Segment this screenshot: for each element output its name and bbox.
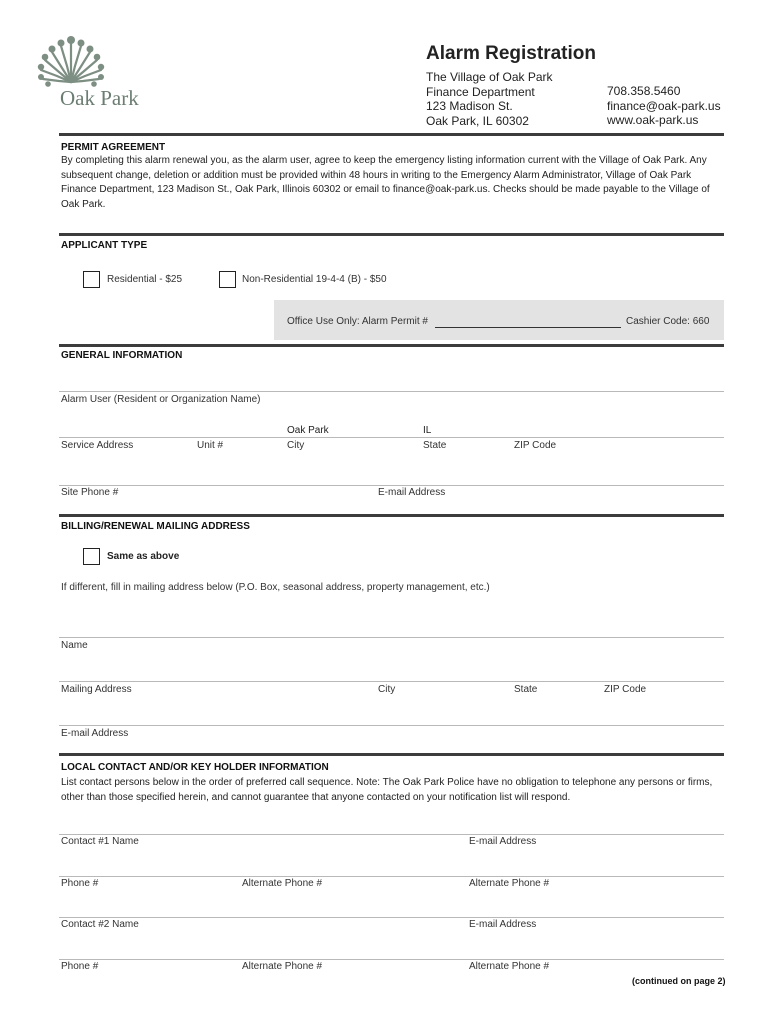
state-label: State: [423, 440, 447, 451]
contact2-phone-field[interactable]: [59, 959, 724, 960]
contact1-alt-phone2-label: Alternate Phone #: [469, 878, 550, 889]
village-contact: 708.358.5460 finance@oak-park.us www.oak-park.us: [607, 84, 721, 127]
state-value: IL: [423, 425, 432, 436]
contact2-alt-phone2-label: Alternate Phone #: [469, 961, 550, 972]
residential-checkbox[interactable]: [83, 271, 100, 288]
contact1-email-label: E-mail Address: [469, 836, 537, 847]
divider: [59, 753, 724, 756]
alarm-user-label: Alarm User (Resident or Organization Name): [61, 394, 261, 405]
nonresidential-checkbox[interactable]: [219, 271, 236, 288]
page-title: Alarm Registration: [426, 43, 596, 64]
zip-label: ZIP Code: [514, 440, 557, 451]
continued-note: (continued on page 2): [632, 976, 726, 986]
applicant-heading: APPLICANT TYPE: [61, 240, 148, 251]
email-label: E-mail Address: [378, 487, 446, 498]
billing-name-label: Name: [61, 640, 88, 651]
nonresidential-label: Non-Residential 19-4-4 (B) - $50: [242, 274, 387, 285]
contact2-phone-label: Phone #: [61, 961, 99, 972]
divider: [59, 133, 724, 136]
permit-number-label: Office Use Only: Alarm Permit #: [287, 316, 428, 327]
contact1-phone-label: Phone #: [61, 878, 99, 889]
billing-note: If different, fill in mailing address below (P.O. Box, seasonal address, property management, etc.): [61, 582, 490, 593]
contact1-name-label: Contact #1 Name: [61, 836, 139, 847]
permit-heading: PERMIT AGREEMENT: [61, 142, 166, 153]
same-as-above-checkbox[interactable]: [83, 548, 100, 565]
residential-label: Residential - $25: [107, 274, 183, 285]
logo-text: Oak Park: [60, 86, 139, 110]
divider: [59, 514, 724, 517]
permit-text: By completing this alarm renewal you, as the alarm user, agree to keep the emergency listing information current with the Village of Oak Park. Any subsequent change, deletion or addition must be provided within 48 hours in writing to the Emergency Alarm Administrator, Village of Oak Park Finance Department, 123 Madison St., Oak Park, Illinois 60302 or email to finance@oak-park.us. Checks should be made payable to the Village of Oak Park.: [61, 155, 710, 210]
village-address: The Village of Oak Park Finance Department 123 Madison St. Oak Park, IL 60302: [426, 70, 553, 128]
oak-tree-logo-icon: [29, 34, 113, 90]
billing-zip-label: ZIP Code: [604, 684, 647, 695]
permit-number-field[interactable]: [435, 327, 621, 328]
billing-email-label: E-mail Address: [61, 728, 129, 739]
mailing-address-field[interactable]: [59, 681, 724, 682]
service-address-field[interactable]: [59, 437, 724, 438]
city-value: Oak Park: [287, 425, 329, 436]
local-contact-heading: LOCAL CONTACT AND/OR KEY HOLDER INFORMATION: [61, 762, 329, 773]
contact1-phone-field[interactable]: [59, 876, 724, 877]
local-contact-text: List contact persons below in the order of preferred call sequence. Note: The Oak Park Police have no obligation to telephone any persons or firms, other than those specified herein, and cannot guarantee that anyone contacted on your notification list will respond.: [61, 777, 713, 803]
contact2-email-label: E-mail Address: [469, 919, 537, 930]
contact2-name-label: Contact #2 Name: [61, 919, 139, 930]
cashier-code: Cashier Code: 660: [626, 316, 710, 327]
service-address-label: Service Address: [61, 440, 134, 451]
billing-heading: BILLING/RENEWAL MAILING ADDRESS: [61, 521, 250, 532]
billing-name-field[interactable]: [59, 637, 724, 638]
alarm-user-field[interactable]: [59, 391, 724, 392]
billing-city-label: City: [378, 684, 396, 695]
contact2-name-field[interactable]: [59, 917, 724, 918]
divider: [59, 233, 724, 236]
site-phone-label: Site Phone #: [61, 487, 119, 498]
billing-email-field[interactable]: [59, 725, 724, 726]
contact2-alt-phone-label: Alternate Phone #: [242, 961, 323, 972]
same-as-above-label: Same as above: [107, 551, 180, 562]
oak-park-logo: [27, 34, 147, 114]
city-label: City: [287, 440, 305, 451]
billing-state-label: State: [514, 684, 538, 695]
mailing-address-label: Mailing Address: [61, 684, 132, 695]
unit-label: Unit #: [197, 440, 224, 451]
divider: [59, 344, 724, 347]
contact1-alt-phone-label: Alternate Phone #: [242, 878, 323, 889]
office-use-panel: [274, 300, 724, 340]
site-phone-field[interactable]: [59, 485, 724, 486]
contact1-name-field[interactable]: [59, 834, 724, 835]
general-heading: GENERAL INFORMATION: [61, 350, 183, 361]
